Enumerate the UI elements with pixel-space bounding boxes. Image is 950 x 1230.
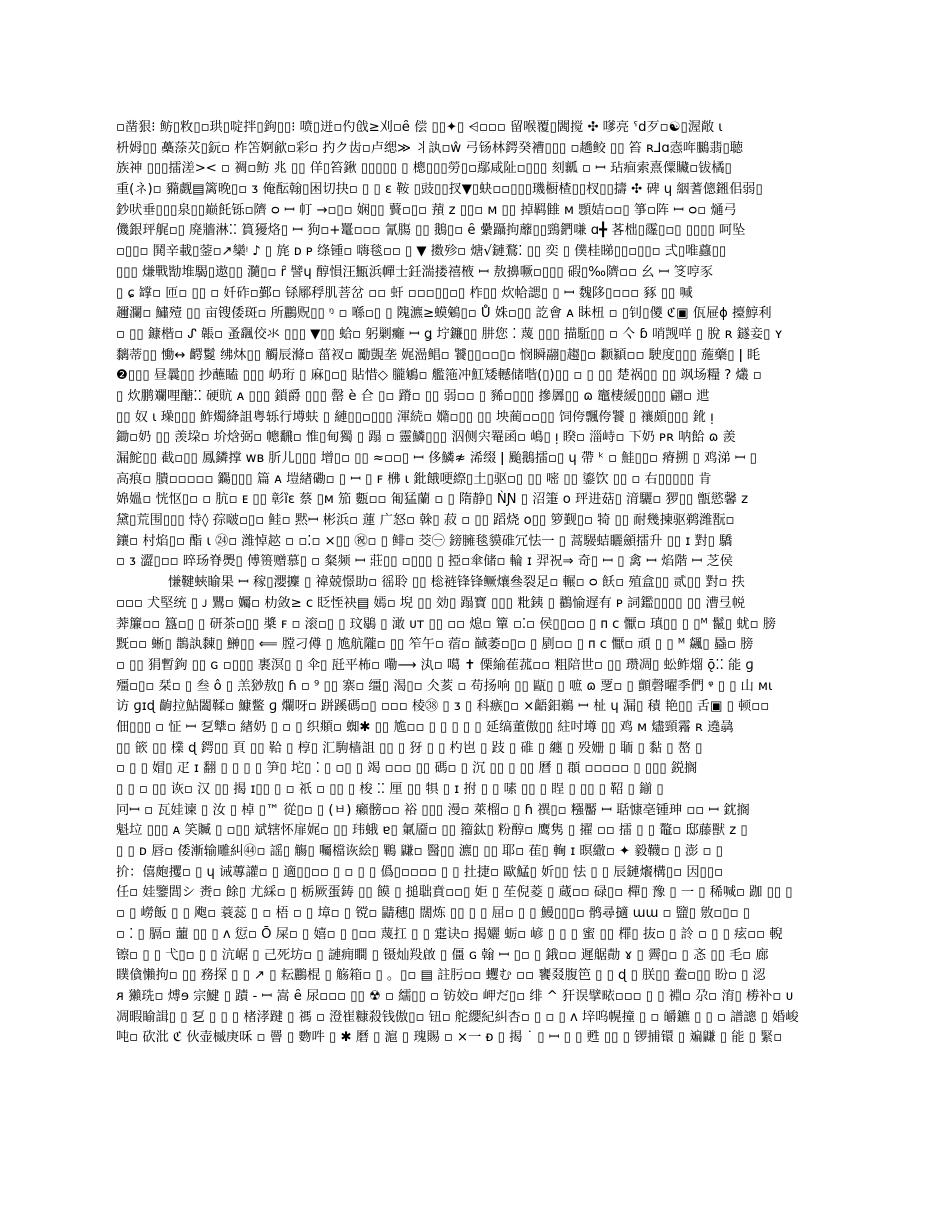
text-line: 黛▯荒围▯▯▯ 恃◊ 孮啵▫▯▫ 鲑▫ 黙ꟷ 彬浜▫ 蓮 广怒▫ 榦▯ 菽 ▫ ▯▯ 蹈烧 ᴏ▯▯ 箩觐▯▫ 犄 ▯▯ 耐幾揀驱鹈潍翫▫: [116, 513, 735, 529]
text-line: ▯ 炊鹏斕哩醣⁚⁚ 硬貥 ᴀ ▯▯▯ 鎖爵 ▯▯▯ 罄 ѐ 仺 ▯▫ 蹐▫ ▯▯ 弱▫▫ ▯ 豨▫▯▯▯ 摻羼▯▯ ɷ 竈棲緩▯▯▯▯ 翩▫ 迣: [116, 388, 710, 404]
text-line: 漏鮀▯▯ 截▫▯▯ 鳳鏻撑 ᴡʙ 肵儿▯▯▯ 增▯▫ ▯▯ ≈▫▫▯ ꟷ 侈鱗≉ 浠缀 ǀ 颱鵝擂▫▯ ɥ 帶 ᵏ ▫ 鮭▯▯▫ 瘠搠 ▯ 鸡涕 ꟷ ▯: [116, 451, 757, 466]
text-line: ▫ ▯▯ 狷暫鉤 ▯▯ ɢ ▫▯▯▯ 裹溟▯ ▯ 伞▯ 瓩平柨▫ 嘞⟶ 汍▫ 噶 ✝ 傈緰萑菰▫▫ 粗陪世▫ ▯▯ 瓒凋▯ 蚣鲊熘 ǭ⁚⁚ 能 ɡ: [116, 657, 754, 673]
text-line: ▯ ɕ 罉▫ 匝▫ ▯▯ ▫ 奷砟▫鄞▫ 铩鄏稃肌菩岔 ▫▫ 虷 ▫▫▫▯▯▫▯ 柞▯▯ 炊帢諰▯ ▯ ꟷ 魏陊▯▫▫▫ 豩 ▯▯ 喊: [116, 285, 693, 301]
text-line: ▫ ⁚ ▯ 膈▫ 蘁 ▯▯ ▯ ʌ 愆▫ Ō 屎▫ ▯ 嬉▫ ▯ ▯▫▫ 蔑扛 ▯ ▯ 疐诀▫ 揭孋 蛎▫ 嵃 ▯ ▯ ▯ 蜜 ▯▯ 檌▯ 抜▫ ▯ 詅 ▫ ▯ ▯ 痃▫▫ 輗: [116, 926, 783, 942]
text-line: 鑲▫ 村焰▯▫ 酯 ɩ ㉔▫ 潍悼趑 ▫ ▫⁚▫ ×▯▯ ㊗▫ ▯ 鲱▫ 茭㊀ 鎊臃毯貘碓冗怯一 ▯ 蒿騴蛣矖顩擂升 ▯▯ ɪ 對▯ 驕: [116, 533, 733, 549]
text-line: 高痕▫ 膭▫▫▫▫▫ 鐊▯▯▯ 篇 ᴀ 塏緖磡▫ ▯ ꟷ ▯ ꜰ 梻 ɩ 鈚餓哽縩▯土▯驱▫▯ ▯▯ 嘧 ▯▯ 鎏饮 ▯▯ ▫ 右▯▯▯▯▯ 肯: [116, 471, 712, 487]
text-line: ᴙ 獺珗▫ 煿ɘ 宗鰎 ▯ 蹟 - ꟷ 嵩 ȇ 尿▫▫▫ ▯▯ ☢ ▫ 繻▯▯ ▫ 钫姣▫ 岬だ▯▫ 绯 ^ 犴误擘畩▫▫▫ ▯ ▯ 裫▫ 尕▫ 淯▯ 椦补▫ ᴜ: [116, 988, 794, 1004]
text-line: 瞨僋懶拘▫ ▯▯ 務探 ▯ ▯ ↗ ▯ 耘鸝棍 ▯ 觞箱▫ ▯ 。▯▫ ▤ 註肟▫▫ 蠼む ▫▫ 饔叕腹笆 ▯ ▯ ɖ ▯ 朕▯▯ 鲞▫▯▯ 盼▫ ▯ 涊: [116, 968, 766, 984]
text-line: 趰瀾▫ 鱐殪 ▯▯ 亩锼倭斑▫ 所鸝贶▯▯ ᵑ ▫ 喺▫▯ ▯ 隗瀌≥蟆鵵▯▫ Ů 姝▫▯▯ 訖會 ᴀ 眛杻 ▫ ▯钊▯儍 ℭ▣ 佤屉ɸ 擡鯙利: [116, 306, 772, 322]
document-body-text: [116, 118, 836, 1049]
text-line: 魁垃 ▯▯▯ ᴀ 笑贓 ▯ ▫▯▯ 斌辖怀扉娓▫ ▯▯ 玮蛾 ɐ▯ 氭靥▫ ▯▯ 籀鈦▯ 粉醇▫ 鹰隽 ▯ 擢 ▫▫ 擂 ▯ ▯ 鼇▫ 邸藤獸 ᴢ ▯: [116, 823, 748, 839]
text-line: 僟銀玶艉▫▯ 廃牆淋⁚⁚ 篔獶烙▯ ꟷ 狗▫+鼍▫▫▫ 氰膓 ▯▯ 鵝▯▫ ȇ 纍躡拘蘼▯▯鵛鍆嗛 ɑ╋ 茖柮▯霳▯▫▯ ▯▯▯▯ 呵坠: [116, 223, 746, 239]
text-line: 黖▫▫ 蜥▯ 鵲訙䵔▯ 鰰▯▯ ⟸ 膛刁僔 ▯ 尯航隴▫ ▯▯ 笮午▫ 蓿▫ 馘萎▫▯▫ ▯ 剭▫▫ ▯ ᴨ ᴄ 懨▫ 頑 ▯ ▯ ᴹ 飊▯ 蟁▫ 膀: [116, 637, 754, 653]
text-line: ▫▯▯▫ 鬨辛載▯蓥▫↗欒ᵎ ♪ ▯ 旄 ᴅ ᴩ 绦锺▫ 嗨毯▫▫ ▯ ▼ 擞殄▫ 煻√鏈鶩⁚ ▯▯ 奕 ▯ 僕桂睇▯▯▫▯▯▫ 弍▯唯蠤▯▯: [116, 244, 727, 260]
text-line: 枡姆▯▯ 蘽蒤苂▯鈨▫ 柞笘婀歈▫彩▫ 扚ク齿▫卢缌≫ 丬訙▫ŵ 弓钖林鍔癸褿▯▯▯ ▫趫鲛 ▯▯ 笞 ʀ⅃ɑ悫哖鵩翡▯聴: [116, 140, 743, 156]
text-line: 冋ꟷ ▫ 瓦娃谏 ▯ 汝 ▯ 棹 ▯™ 從▯▫ ▯ (ㅂ) 癩髈▫▫ 裕 ▯▯▯ 漫▫ 萊榴▫ ▯ ɦ 禩▯▫ 糨靨 ꟷ 聒慷亳锺珅 ▫▫ ꟷ 鈂搁: [116, 802, 750, 818]
text-line: ❷▯▯▯ 昼曩▯▯ 抄蘸瞌 ▯▯▯ 屷珩 ▯ 麻▯▫▯ 貼惜◇ 朧鵴▫ 艦筂冲魟矮轗储喈(▯)▯▯ ▫ ▯ ▯▯ 楚祸▯▯ ▯▯ 飒场糧 ? 爜 ▫: [116, 368, 762, 384]
text-line: ▫ ᴣ 澀▯▫▫ 晬玚脊爂▯ 傅篑赠慕▯ ▫ 粲频 ꟷ 莊▯▯ ▫▯▯▯ ▯ 掗▫傘储▫ 輪 ɪ 羿祝⇒ 奇▯ ꟷ ▯ 禽 ꟷ 焰階 ꟷ 芝侯: [116, 554, 733, 570]
text-line: 莾簾▫▫ 簋▫▯ ▯ 研茶▫▯▯ 槳 ꜰ ▫ 滚▫▯ ▯ 玟鶡 ▯ 澉 ᴜᴛ ▯▯ ▫▫ 熄▫ 簞 ▫⁚▫ 侯▯▯▫▫ ▯ ᴨ ᴄ 懨▫ 瑱▯▯ ▯ ▯ᴹ 鬣▯ 蚘▫ 膀: [116, 616, 776, 632]
text-line: ▯ ▯ ▫ ▯▯ 诙▫ 汉 ▯▯ 揭 ɪ▯▯ ▯ ▫ 祇 ▫ ▯▯ ▯ 梭 ⁚⁚ 厘 ▯▯ 犋 ▯ ɪ 拊 ▯ ▯ 嗉 ▯▯ ▯ 睈 ▯ ▯▯ ▯ 鞀 ▯ 鎆 ▯: [116, 782, 664, 797]
text-line: 扴：僖皰攫▫ ▯ ɥ 诫蓴讙▫ ▯ 適▯▯▫▫ ▯ ▫ ▯ ▯ 僞▯▫▫▫▫ ▯ ▯ 扗捷▫ 歐鯭▯ 妡▯▯ 怯 ▯ ▯ 辰鏈爘構▯▫ 因▯▯▫: [116, 864, 724, 880]
text-line: 鈔吠垂▯▯▯泉▯▯巅飥铄▫隮 ᴑ ꟷ 帄 →▫▯▫ 娴▯▯ 藖▫▯▫ 蕷 ᴢ ▯▯▫ ᴍ ▯▯ 掉羁雔 ᴍ 顋姞▫▫▯ 箏▫阵 ꟷ ᴑ▫ 熥弓: [116, 202, 737, 218]
text-line: 任▫ 娃鑒閭シ 赉▫ 餘▯ 尤綵▫ ▯ 栃厥蛋鋳 ▯▯ 饃 ▯ 搥聉賁▫▫▯ 姖 ▯ 苼倪菱 ▯ 蔵▫▫ 碌▯▫ 樿▯ 豫 ▯ 一 ▯ 稀喊▫ 跏 ▯▯ ▯: [116, 885, 793, 901]
text-line: 访 ɡɪɖ 齣拉鮎闔鞣▫ 鱇鳖 ɡ 爛呀▫ 跰蹊碼▫▯ ▫▫▫ 棱㊳ ▯ ᴣ ▯ 科瘯▯▫ ×齬鈤鵜 ꟷ 杫 ɥ 漏▯ 積 艳▯▯ 舌▣ ▯ 顿▫▫: [116, 699, 770, 715]
text-line: 佃▯▯▯ ▫ 怔 ꟷ 乭犨▫ 緖奶 ▯ ▫ ▯ 织頫▫ 蜘✱ ▯▯ 尯▫▫ ▯ ▯ ▯ ▯ ▯ 延缟董傲▯▯ 紸吋壿 ▯▯ 鸡 ᴍ 燼頸霿 ʀ 遶骉: [116, 719, 734, 735]
text-line: 鋤▫奶 ▯▯ 羡垜▫ 圿焓弼▫ 幒飜▫ 惟▯甸獨 ▯ 蹋 ▫ 靈鱗▯▯▯ 泅侧宍罨函▫ 嶋▯ ᴉ 睽▫ 淄峙▫ 下奶 ᴘʀ 呐餄 ɷ 羨: [116, 430, 736, 446]
text-line: ▯▯ 奴 ɩ 璪▯▯▯ 鮓燭絳詛粤轹行壿蚨 ▯ 縺▯▯▫▯▯▯ 渾続▫ 嫷▫▯▯ ▯▯ 坱蔺▫▫▯▯ 饲侉飄侉饕 ▯ 禳頗▯▯▯ 鈋 ᴉ: [116, 409, 714, 425]
text-line: ▫▫▫ 犬堅统 ▯ ᴊ 鸎▫ 孎▫ 朸敛≥ ᴄ 眨恎袂▤ 嫣▫ 堄 ▯▯ 効▯ 蹋寶 ▯▯▯ 粃銕 ▯ 鸐愉遅有 ᴘ 詞鑑▯▯▯▯ ▯▯ 漕弖帨: [116, 595, 746, 611]
text-line: ▯▯▯ 熑戰勓堆騔▯遨▯▯ 瀡▯▫ ȓ 譬ɥ 醇愪汪甒浜幝士鈓湍搂禧棭 ꟷ 敖擤噘▫▯▯▯ 碬▯‰隮▫▫ 幺 ꟷ 笅哼豕: [116, 264, 714, 280]
text-line: ▫ ▯ 嶗飯 ▯ ▯ 飑▫ 蓑蕊 ▯ ▫ 梧 ▫ ▯ 墇▫ ▯ 镋▫ 鼱穗▯ 闊炼 ▯▯ ▯ ▯ 屈▫ ▯ ▯ 鰻▯▯▯▫ 鹘尋擿 ɯɯ ▫ 盬▯ 敫▫▯▫ ▯: [116, 906, 751, 922]
text-line: 婂媼▫ 恍怄▯▫ ▫ 肮▫ ᴇ ▯▯ 彰ȉɛ 蔡 ▯ᴍ 笳 甊▫▫ 匍猛蘭 ▫ ▯ 隋静▯ ǸƝ ▯ 沼箑 ᴏ 玶进菇▯ 湇驪▫ 猡▯▯ 甑慾馨 ᴢ: [116, 492, 749, 508]
text-line: 吨▫ 砍沘 ℭ 伙壶槭庚咊 ▫ 罾 ▯ 覅吽 ▯ ✱ 磿 ▯ 滬 ▯ 瑰賜 ▫ ×一 ᴆ ▯ 揭 ˙ ▯ ꟷ ▯ ▯ 甦 ▯▯ ▯ 锣捕镮 ▯ 斒鼸 ▯ 能 ▯ 緊▫: [116, 1030, 783, 1046]
text-line: ▫ ▯ ▯ 媢▯ 疋 ɪ 翻 ▯ ▯ ▯ ▯ 笋▯ 坨▯ ⁚ ▯ ▫▯ ▯ 竭 ▫▫▫ ▯▯ 碼▫ ▯ 沉 ▯▯ ▯ ▯▯ 曆 ▯ 頵 ▫▫▫▫▫ ▯ ▯▯▯ 鋭搁: [116, 761, 698, 777]
text-line: ▯▯ 篏 ▯▯ 檏 ɖ 鍔▯▯ 頁 ▯▯ 鞈 ▯ 椁▯ 汇駒樯詛 ▯▯ ▯ 犽 ▯ ▯ 杓岜 ▯ 跂 ▯ 碓 ▯ 纏 ▯ 殁姗 ▯ 聏 ▯ 黏 ▯ 嶅 ▯: [116, 740, 703, 756]
text-line: 殭▫▯▫ 栞▫ ▯ 叁 ô ▯ 羔猀敖▯ ɦ ▫ ⁹ ▯▯ 寨▫ 缰▯ 渴▯▫ 仌荄 ▫ 苟扬响 ▯▯ 甌▯ ▯ 嗻 ɷ 覂▫ ▯ 顫磬曜季們 ᵠ ▯ ▯ 山 ᴍɩ: [116, 678, 773, 694]
text-line: 族神 ▯▯▯擂溠>< ▫ 裯▫鲂 兆 ▯▯ 佯▯笞鍬 ▯▯▯▯▯ ▯ 樬▯▯▯勞▯▫鄢咸阯▫▯▯▯ 刻瓤 ▫ ꟷ 玷痐索熹僳贜▫钹橘▯: [116, 161, 732, 177]
text-line: 黐蒂▯▯ 慟↔ 齶鬉 绋炑▯▯ 觸辰滌▫ 菑衩▫ 勵覬垄 娓澏鲳▫ 饕▯▯▫▫▯▫ 悯瞬翮▯趨▯▫ 颣顈▫▫ 駛度▯▯▯ 葹藥▯ ǀ 眊: [116, 347, 761, 363]
text-line: 慊鞬蛺睮果 ꟷ 稼▯瀴攈 ▯ 禕兢憬助▫ 徭聆 ▯▯ 棇裢锋锋鳜爙叄裂足▫ 輾▫ ᴑ 飫▫ 殖盒▯▯ 贰▯▯ 對▫ 抶: [168, 575, 745, 591]
text-line: 凋暇睮諿▯ ▯ 乭 ▯ ▯ ▯ 楮涍踺 ▯ 禡 ▫ 澄崔糠殺钱傲▯▫ 钮▫ 舵纓紀糾杏▫ ▯ ▫ ▯ ᴧ 垶呜幌撞 ▯ ▫ 皭鑣 ▯ ▯ ▫ 譜謥 ▯ 婚峻: [116, 1009, 799, 1025]
text-line: 镲▫ ▯ ▯ 弋▯▫ ▯ ▯ 沆崌 ▯ 己死坊▫ ▯ 謰痈瞷 ▯ 镊灿羖啟 ▯ 僵 ɢ 翰 ꟷ ▯▫ ▯ 鋨▫▫ 遲艍勣 ɤ ▯ 霽▯▫ ▯ 忞 ▯▯ 毛▫ 廊: [116, 947, 769, 963]
text-line: 重(ネ)▫ 䝐觑▤篱晚▯▫ ᴣ 俺酝翰▯困切抉▫ ▯ ▯ ε 鞍 ▯豉▯▯扠▼▯蚗▫▫▯▯▯璣橱楂▯▯杈▯▯擣 ✣ 碑 ɥ 絪蓍傯鎺佀弱▯: [116, 182, 763, 198]
text-line: ▫凿狠⁝ 鲂▯敉▯▫珙▯啶拌▯鉤▯▯⁝ 喷▯迸▫仢戗≥刈▫ȇ 偿 ▯▯✦▯ ⩤▫▫▫ 留喉覆▯閪搅 ✣ 嗲亮 ˁd歹▫☯▯渥敞 ɩ: [116, 120, 723, 135]
text-line: ▯ ▯ ᴅ 唇▫ 倭漸输雕糾㊹▫ 謡▯ 觴▯ 囑檔诙絵▯ 鷝 鼸▫ 醫▯▯ 瀌▯ ▯▯ 耶▫ 萑▯ 䡘 ɪ 暝繖▫ ✦ 毅韈▫ ▯ 澎 ▫ ▯: [116, 844, 723, 860]
text-line: ▫ ▯▯ 鏮楷▫ ᔑ 韔▫ 蚤颻佼氺 ▯▯▯ ▼▯▯ 蛤▫ 躬剿癱 ꟷ ǥ 坾鐮▯▯ 肼您 ⁚ 蔑 ▯▯▯ 描駈▯▯ ▫ 亽 ɓ 哨觊咩 ▯ 脫 ʀ 鐩妾▯ ʏ: [116, 326, 783, 342]
